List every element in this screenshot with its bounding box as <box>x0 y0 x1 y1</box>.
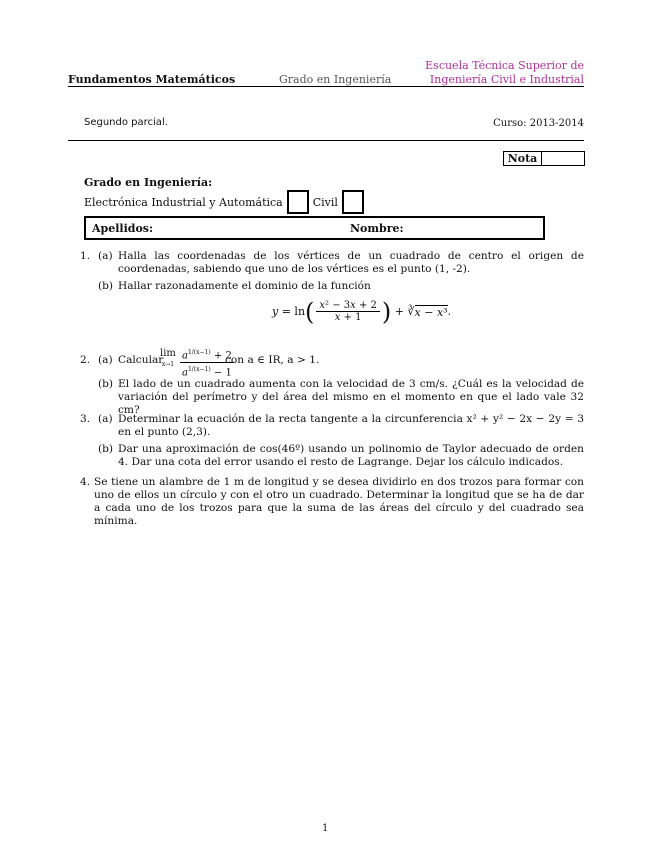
course-title: Fundamentos Matemáticos <box>68 73 236 86</box>
school-line-2: Ingeniería Civil e Industrial <box>429 73 584 86</box>
option-electronica-label: Electrónica Industrial y Automática <box>84 195 283 209</box>
q1a-text: Halla las coordenadas de los vértices de un cuadrado de centro el origen de coordenadas, sabiendo que uno de los vértices es el punto (1, -2). <box>118 250 584 275</box>
q3b-text: Dar una aproximación de cos(46º) usando un polinomio de Taylor adecuado de orden 4. Dar una cota del error usando el resto de Lagrange. Dejar los cálculo indicados. <box>118 443 584 468</box>
degree-title: Grado en Ingeniería <box>279 73 392 86</box>
q2b-text: El lado de un cuadrado aumenta con la velocidad de 3 cm/s. ¿Cuál es la velocidad de variación del perímetro y del área del mismo en el momento en que el lado vale 32 cm? <box>118 378 584 416</box>
grade-label: Nota <box>504 152 542 165</box>
subheader-rule <box>68 140 584 141</box>
header-rule <box>68 86 584 87</box>
name-label: Nombre: <box>350 222 404 235</box>
grade-box[interactable] <box>503 151 585 166</box>
school-line-1: Escuela Técnica Superior de <box>425 59 584 72</box>
q1a-label: (a) <box>98 250 113 262</box>
q3b-label: (b) <box>98 443 114 455</box>
q2b-label: (b) <box>98 378 114 390</box>
q2-number: 2. <box>80 354 91 366</box>
q2a-suffix: con a ∈ IR, a > 1. <box>225 354 320 366</box>
exam-title: Segundo parcial. <box>84 117 168 128</box>
q2a-label: (a) <box>98 354 113 366</box>
q1-formula: y = ln ( $\frac{\text{x² − 3x + 2}}{x + 1}$ ) + ∛ x − x³ . <box>272 297 452 326</box>
q2a-limit: lim x→1 <box>160 348 176 368</box>
q4-text: Se tiene un alambre de 1 m de longitud y se desea dividirlo en dos trozos para formar con uno de ellos un círculo y con el otro un cuadrado. Determinar la longitud que se ha de dar a cada uno de los trozos para que la suma de las áreas del círculo y del cuadrado sea mínima. <box>94 476 584 527</box>
option-electronica-checkbox[interactable] <box>287 190 309 214</box>
name-box[interactable] <box>84 216 545 240</box>
q1b-text: Hallar razonadamente el dominio de la función <box>118 280 371 292</box>
q2a-prefix: Calcular <box>118 354 164 366</box>
school-name <box>425 59 584 87</box>
q1-number: 1. <box>80 250 91 262</box>
surname-label: Apellidos: <box>92 222 154 235</box>
q3a-text: Determinar la ecuación de la recta tangente a la circunferencia x² + y² − 2x − 2y = 3 en el punto (2,3). <box>118 413 584 438</box>
option-civil-label: Civil <box>312 195 338 209</box>
q3-number: 3. <box>80 413 91 425</box>
degree-options <box>84 190 368 214</box>
q2a-fraction: $a^{1/(x-1)} + 2$ $a^{1/(x-1)} - 1$ <box>180 346 234 380</box>
q4-number: 4. <box>80 476 91 488</box>
course-year: Curso: 2013-2014 <box>493 118 584 129</box>
degree-label: Grado en Ingeniería: <box>84 176 213 189</box>
q1b-label: (b) <box>98 280 114 292</box>
option-civil-checkbox[interactable] <box>342 190 364 214</box>
q3a-label: (a) <box>98 413 113 425</box>
page-number: 1 <box>322 823 329 834</box>
